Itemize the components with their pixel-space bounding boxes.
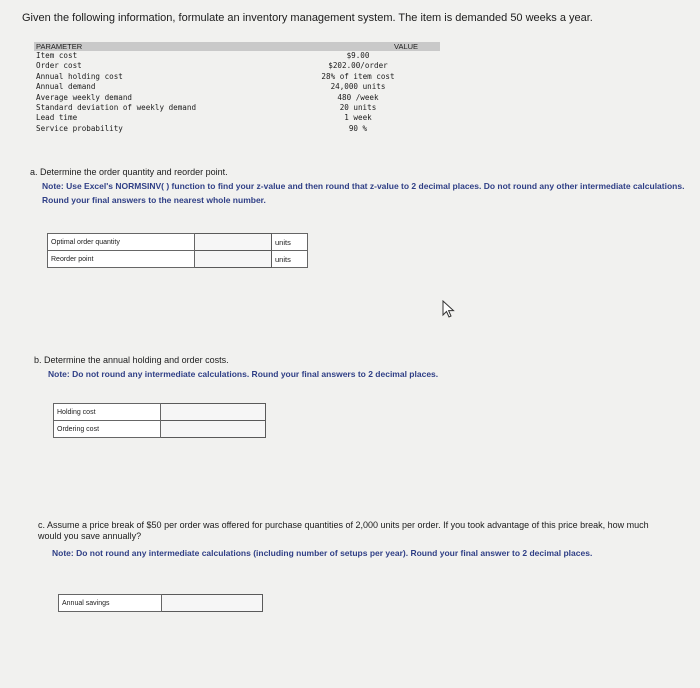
parameter-table [34,42,440,134]
parameter-row [34,82,440,92]
parameter-row [34,113,440,123]
answer-row [48,251,308,268]
parameter-value: 1 week [344,113,372,123]
parameter-name: Annual holding cost [36,71,123,81]
part-b-answer-table [53,403,266,438]
parameter-value: 20 units [339,102,377,112]
answer-row [48,234,308,251]
part-b-note: Note: Do not round any intermediate calculations. Round your final answers to 2 decimal places. [48,369,439,379]
part-a-question: a. Determine the order quantity and reorder point. [30,167,228,177]
parameter-value: $9.00 [346,51,370,60]
part-c-answer-table [58,594,263,612]
holding-cost-input[interactable] [161,404,266,421]
answer-label: Optimal order quantity [48,234,195,251]
answer-unit: units [272,234,308,251]
part-b-question: b. Determine the annual holding and order costs. [34,355,229,365]
optimal-order-quantity-input[interactable] [195,234,272,251]
parameter-row [34,51,440,61]
parameter-table-header [34,42,440,51]
answer-label: Ordering cost [54,421,161,438]
parameter-name: Average weekly demand [36,92,133,102]
answer-label: Annual savings [59,595,162,612]
parameter-name: Lead time [36,113,78,123]
parameter-row [34,93,440,103]
parameter-value: $202.00/order [328,61,388,71]
answer-row [59,595,263,612]
annual-savings-input[interactable] [162,595,263,612]
part-c-note: Note: Do not round any intermediate calculations (including number of setups per year). Round your final answer to 2 decimal places. [52,548,593,558]
header-value: VALUE [394,42,419,51]
parameter-value: 90 % [348,123,368,133]
reorder-point-input[interactable] [195,251,272,268]
parameter-name: Standard deviation of weekly demand [36,102,197,112]
parameter-name: Service probability [36,123,123,133]
header-parameter: PARAMETER [36,42,83,51]
answer-unit: units [272,251,308,268]
mouse-pointer-icon [440,300,456,318]
parameter-value: 24,000 units [330,82,386,92]
parameter-value: 480 /week [337,92,379,102]
parameter-name: Annual demand [36,82,96,92]
answer-label: Holding cost [54,404,161,421]
intro-text: Given the following information, formulate an inventory management system. The item is demanded 50 weeks a year. [22,12,593,24]
part-c-question: c. Assume a price break of $50 per order was offered for purchase quantities of 2,000 units per order. If you took advantage of this price break, how much would you save annually? [38,520,649,541]
parameter-row [34,124,440,134]
answer-label: Reorder point [48,251,195,268]
parameter-row [34,103,440,113]
ordering-cost-input[interactable] [161,421,266,438]
part-a-note: Note: Use Excel's NORMSINV( ) function to find your z-value and then round that z-value to 2 decimal places. Do not round any other intermediate calculations. Round your final answers to the nearest whole number. [42,181,685,205]
parameter-row [34,72,440,82]
parameter-row [34,61,440,71]
parameter-name: Order cost [36,61,82,71]
parameter-value: 28% of item cost [321,71,395,81]
answer-row [54,404,266,421]
parameter-name: Item cost [36,51,78,60]
part-a-answer-table [47,233,308,268]
answer-row [54,421,266,438]
